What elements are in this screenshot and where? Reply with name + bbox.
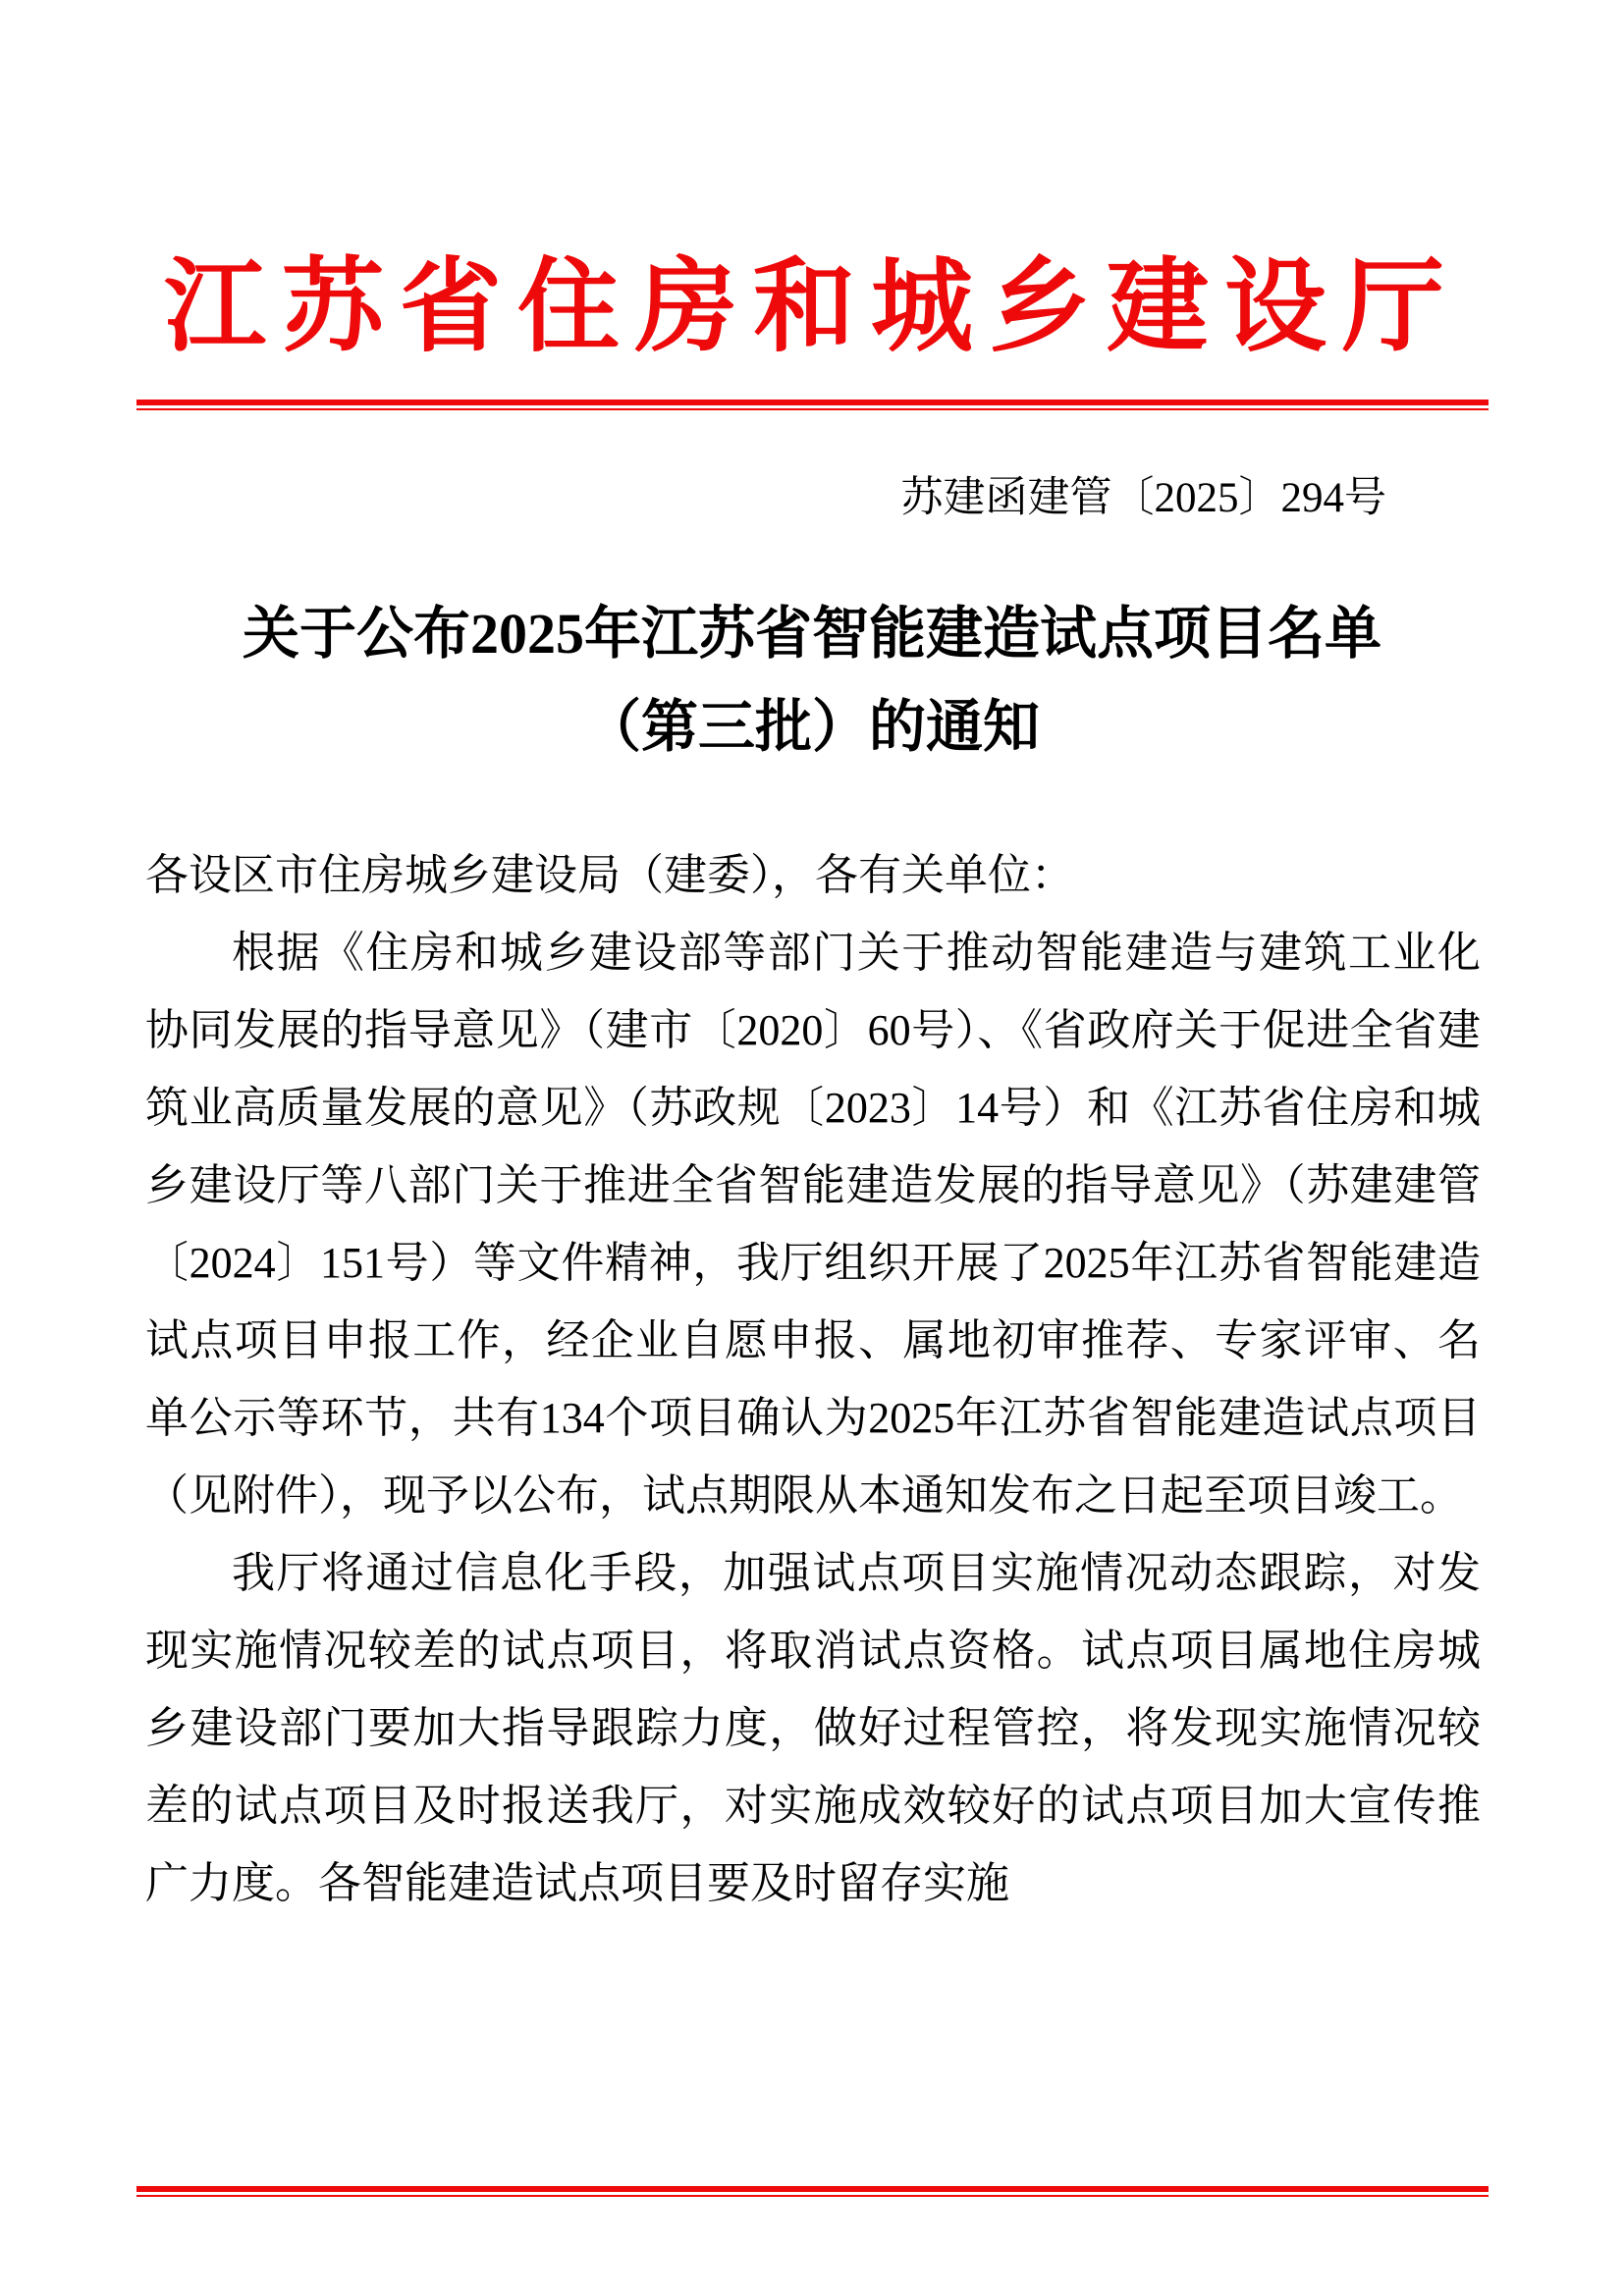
body-paragraph-2: 我厅将通过信息化手段，加强试点项目实施情况动态跟踪，对发现实施情况较差的试点项目，将取消试点资格。试点项目属地住房城乡建设部门要加大指导跟踪力度，做好过程管控，将发现实施情况较差的试点项目及时报送我厅，对实施成效较好的试点项目加大宣传推广力度。各智能建造试点项目要及时留存实施 xyxy=(145,1549,1481,1907)
header-red-rule xyxy=(136,400,1489,410)
body-paragraph-1: 根据《住房和城乡建设部等部门关于推动智能建造与建筑工业化协同发展的指导意见》（建市〔2020〕60号）、《省政府关于促进全省建筑业高质量发展的意见》（苏政规〔2023〕14号）和《江苏省住房和城乡建设厅等八部门关于推进全省智能建造发展的指导意见》（苏建建管〔2024〕151号）等文件精神，我厅组织开展了2025年江苏省智能建造试点项目申报工作，经企业自愿申报、属地初审推荐、专家评审、名单公示等环节，共有134个项目确认为2025年江苏省智能建造试点项目（见附件），现予以公布，试点期限从本通知发布之日起至项目竣工。 xyxy=(145,929,1481,1520)
salutation-line: 各设区市住房城乡建设局（建委），各有关单位： xyxy=(145,851,1074,899)
footer-red-rule xyxy=(136,2186,1489,2197)
document-number: 苏建函建管〔2025〕294号 xyxy=(900,475,1386,521)
footer-rule-thin-line xyxy=(136,2195,1489,2197)
agency-header: 江苏省住房和城乡建设厅 xyxy=(163,251,1460,364)
document-title-line2: （第三批）的通知 xyxy=(583,695,1040,759)
document-body xyxy=(145,836,1481,1922)
document-title xyxy=(0,587,1624,774)
document-title-line1: 关于公布2025年江苏省智能建造试点项目名单 xyxy=(242,602,1381,666)
header-rule-thin-line xyxy=(136,408,1489,410)
